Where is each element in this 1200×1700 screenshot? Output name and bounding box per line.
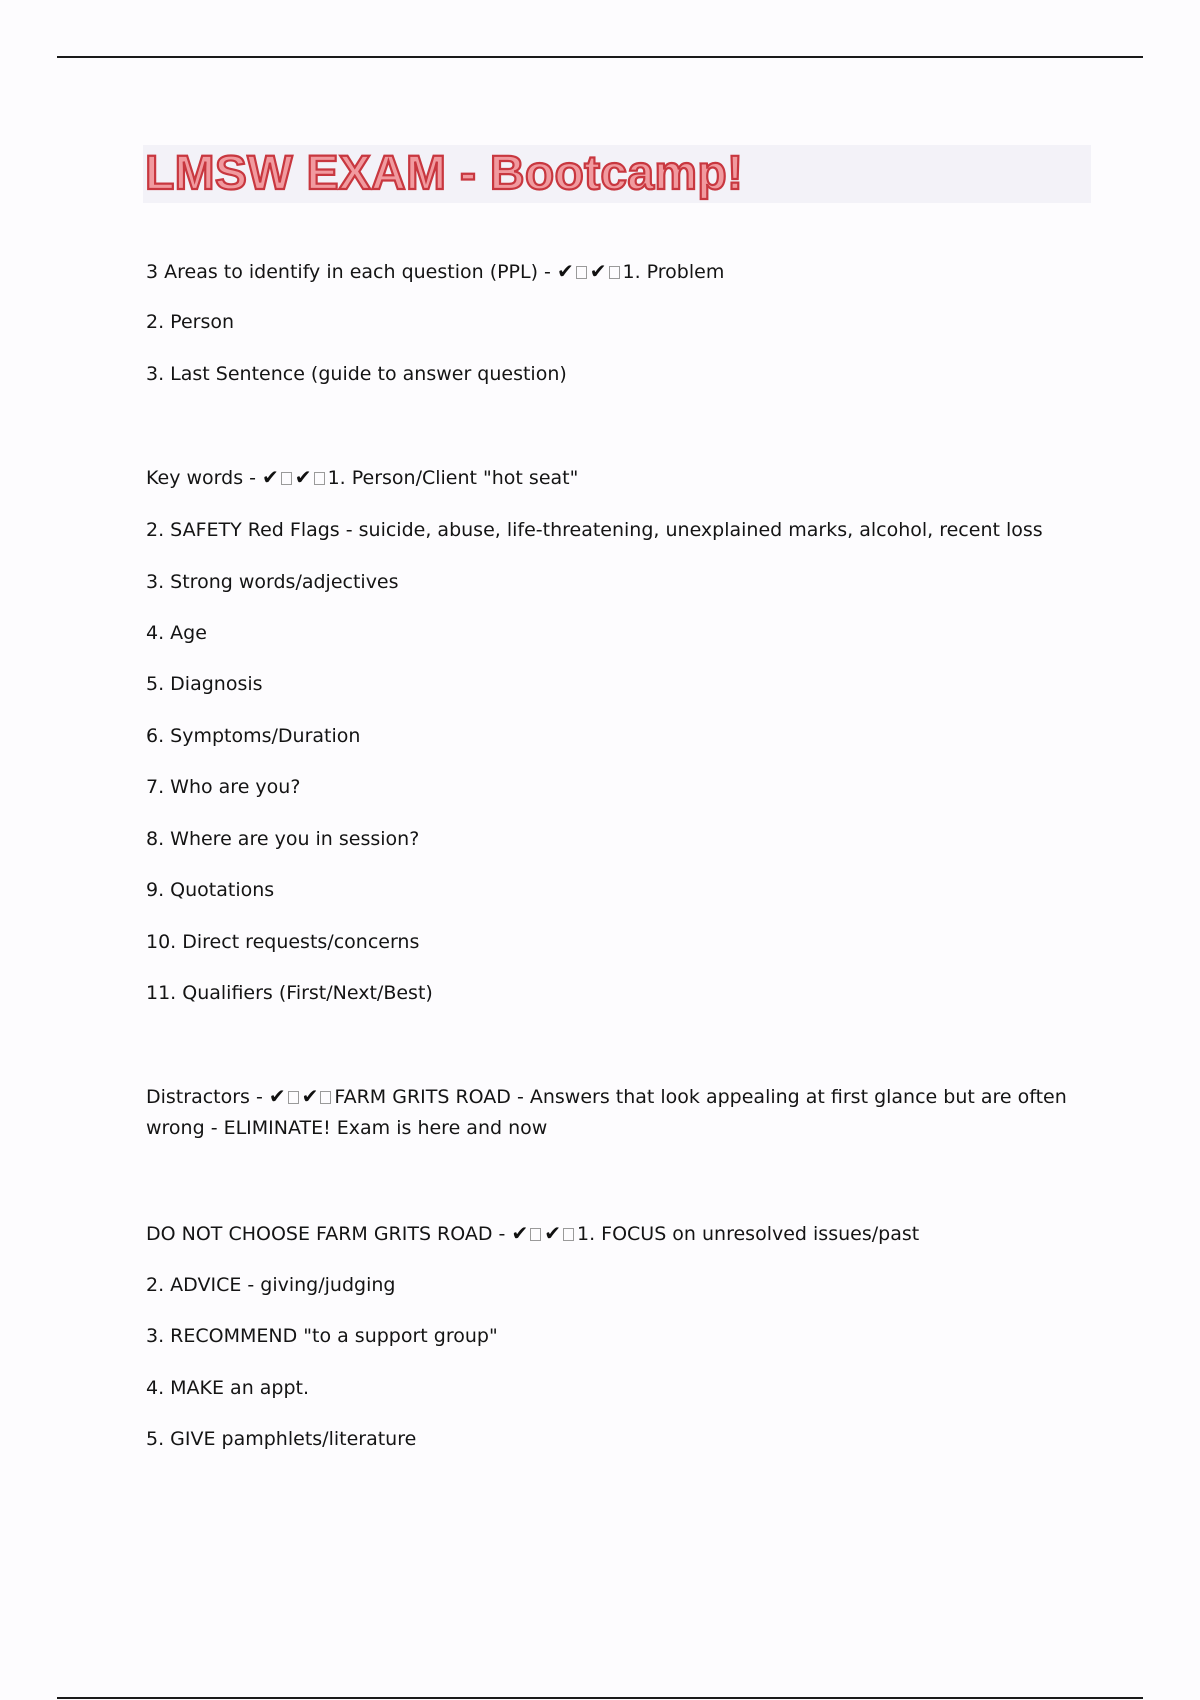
section-heading-key-words xyxy=(146,465,578,490)
list-item: 3. RECOMMEND "to a support group" xyxy=(146,1325,498,1347)
list-item: 2. SAFETY Red Flags - suicide, abuse, life-threatening, unexplained marks, alcohol, recent loss xyxy=(146,519,1043,541)
check-mark-icon: ✔ xyxy=(294,465,312,489)
box-glyph-icon xyxy=(288,1091,299,1104)
term-ppl: 3 Areas to identify in each question (PPL) - xyxy=(146,261,551,283)
box-glyph-icon xyxy=(563,1228,574,1241)
check-mark-icon: ✔ xyxy=(544,1221,561,1245)
list-item: 5. GIVE pamphlets/literature xyxy=(146,1428,417,1450)
list-item: 11. Qualifiers (First/Next/Best) xyxy=(146,982,433,1004)
list-item: 5. Diagnosis xyxy=(146,673,263,695)
list-item: 8. Where are you in session? xyxy=(146,828,420,850)
box-glyph-icon xyxy=(609,266,620,279)
footer-rule xyxy=(57,1697,1143,1699)
list-item: 6. Symptoms/Duration xyxy=(146,725,361,747)
check-mark-icon: ✔ xyxy=(262,465,279,489)
box-glyph-icon xyxy=(530,1228,541,1241)
section-heading-do-not-choose xyxy=(146,1221,919,1246)
list-item: 3. Last Sentence (guide to answer question) xyxy=(146,363,567,385)
box-glyph-icon xyxy=(576,266,587,279)
list-item: 4. MAKE an appt. xyxy=(146,1377,310,1399)
check-mark-icon: ✔ xyxy=(556,259,574,283)
list-item: 4. Age xyxy=(146,622,207,644)
list-item: 2. Person xyxy=(146,311,235,333)
document-title: LMSW EXAM - Bootcamp! xyxy=(145,147,744,200)
definition-first-line: 1. FOCUS on unresolved issues/past xyxy=(576,1223,920,1245)
section-heading-distractors xyxy=(146,1084,1067,1109)
list-item: 10. Direct requests/concerns xyxy=(146,931,420,953)
check-mark-icon: ✔ xyxy=(301,1084,319,1108)
term-do-not-choose: DO NOT CHOOSE FARM GRITS ROAD - xyxy=(146,1223,506,1245)
list-item: 2. ADVICE - giving/judging xyxy=(146,1274,396,1296)
box-glyph-icon xyxy=(281,472,292,485)
check-mark-icon: ✔ xyxy=(511,1221,529,1245)
box-glyph-icon xyxy=(320,1091,331,1104)
definition-first-line: 1. Person/Client "hot seat" xyxy=(327,467,579,489)
box-glyph-icon xyxy=(314,472,325,485)
term-distractors: Distractors - xyxy=(146,1086,263,1108)
check-mark-icon: ✔ xyxy=(589,259,607,283)
list-item: 3. Strong words/adjectives xyxy=(146,571,399,593)
section-heading-ppl xyxy=(146,259,724,284)
term-key-words: Key words - xyxy=(146,467,256,489)
list-item: 7. Who are you? xyxy=(146,776,301,798)
list-item: 9. Quotations xyxy=(146,879,275,901)
definition-continuation: wrong - ELIMINATE! Exam is here and now xyxy=(146,1117,548,1139)
header-rule xyxy=(57,56,1143,58)
check-mark-icon: ✔ xyxy=(268,1084,286,1108)
definition-first-line: FARM GRITS ROAD - Answers that look appealing at first glance but are often xyxy=(334,1086,1067,1108)
definition-first-line: 1. Problem xyxy=(622,261,725,283)
